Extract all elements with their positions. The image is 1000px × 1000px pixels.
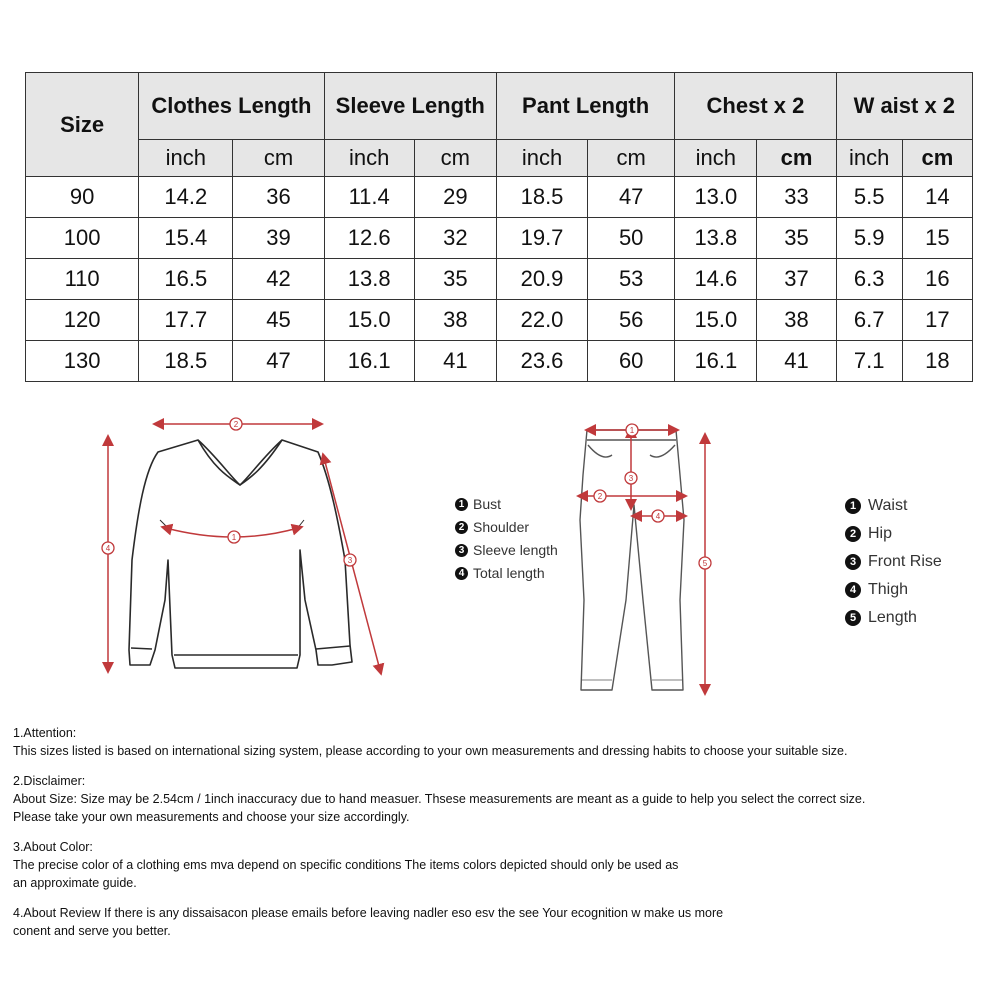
measurement-cell: 16.5 xyxy=(139,259,233,300)
measurement-cell: 29 xyxy=(414,177,496,218)
legend-item xyxy=(845,525,942,543)
measurement-cell: 13.8 xyxy=(324,259,414,300)
legend-number-badge: 2 xyxy=(845,526,861,542)
measurement-cell: 5.5 xyxy=(836,177,902,218)
notes-section xyxy=(13,724,988,952)
note-heading: 3.About Color: xyxy=(13,840,93,854)
measurement-cell: 50 xyxy=(588,218,675,259)
legend-label: Bust xyxy=(473,496,502,512)
measurement-cell: 15.0 xyxy=(324,300,414,341)
note-heading: 2.Disclaimer: xyxy=(13,774,86,788)
measurement-cell: 14.6 xyxy=(675,259,757,300)
marker-label: 3 xyxy=(628,474,634,483)
measurement-cell: 38 xyxy=(757,300,836,341)
marker-label: 3 xyxy=(347,556,353,565)
legend-label: Waist xyxy=(868,497,908,514)
marker-label: 1 xyxy=(231,533,237,542)
pant-measurement-legend xyxy=(845,497,942,637)
legend-number-badge: 2 xyxy=(455,521,468,534)
unit-header: cm xyxy=(233,140,324,177)
table-row xyxy=(26,177,973,218)
size-cell: 100 xyxy=(26,218,139,259)
note-heading: 1.Attention: xyxy=(13,726,77,740)
clothes-length-header: Clothes Length xyxy=(139,73,324,140)
measurement-cell: 15 xyxy=(902,218,972,259)
legend-number-badge: 3 xyxy=(845,554,861,570)
measurement-cell: 6.7 xyxy=(836,300,902,341)
legend-number-badge: 4 xyxy=(845,582,861,598)
top-measurement-legend xyxy=(455,496,558,588)
note-line: This sizes listed is based on international sizing system, please according to your own measurements and dressing habits to choose your suitable size. xyxy=(13,744,848,758)
waist-header: W aist x 2 xyxy=(836,73,972,140)
measurement-cell: 32 xyxy=(414,218,496,259)
measurement-cell: 23.6 xyxy=(496,341,587,382)
note-block xyxy=(13,838,988,892)
legend-number-badge: 1 xyxy=(455,498,468,511)
table-row xyxy=(26,218,973,259)
table-row xyxy=(26,300,973,341)
measurement-cell: 15.4 xyxy=(139,218,233,259)
table-unit-header-row xyxy=(26,140,973,177)
table-group-header-row xyxy=(26,73,973,140)
legend-item xyxy=(845,581,942,599)
unit-header: cm xyxy=(902,140,972,177)
pant-length-header: Pant Length xyxy=(496,73,674,140)
legend-label: Sleeve length xyxy=(473,542,558,558)
table-row xyxy=(26,259,973,300)
unit-header: cm xyxy=(757,140,836,177)
measurement-cell: 13.0 xyxy=(675,177,757,218)
marker-label: 2 xyxy=(597,492,603,501)
measurement-cell: 18 xyxy=(902,341,972,382)
note-block xyxy=(13,724,988,760)
note-block xyxy=(13,904,988,940)
legend-label: Thigh xyxy=(868,581,909,598)
legend-label: Total length xyxy=(473,565,545,581)
measurement-cell: 14 xyxy=(902,177,972,218)
pants-outline xyxy=(580,430,684,690)
size-chart-table xyxy=(25,72,973,382)
size-cell: 120 xyxy=(26,300,139,341)
measurement-cell: 42 xyxy=(233,259,324,300)
measurement-cell: 41 xyxy=(414,341,496,382)
unit-header: inch xyxy=(324,140,414,177)
legend-item xyxy=(455,496,558,512)
unit-header: inch xyxy=(139,140,233,177)
note-line: 4.About Review If there is any dissaisacon please emails before leaving nadler eso esv the see Your ecognition w make us more xyxy=(13,906,724,920)
legend-number-badge: 4 xyxy=(455,567,468,580)
marker-label: 4 xyxy=(105,544,111,553)
size-column-header: Size xyxy=(26,73,139,177)
legend-item xyxy=(455,542,558,558)
sweater-outline xyxy=(129,440,352,668)
marker-label: 1 xyxy=(629,426,635,435)
measurement-cell: 35 xyxy=(414,259,496,300)
legend-label: Shoulder xyxy=(473,519,530,535)
legend-number-badge: 1 xyxy=(845,498,861,514)
note-line: conent and serve you better. xyxy=(13,924,171,938)
measurement-cell: 11.4 xyxy=(324,177,414,218)
measurement-cell: 45 xyxy=(233,300,324,341)
measurement-cell: 47 xyxy=(233,341,324,382)
note-line: Please take your own measurements and choose your size accordingly. xyxy=(13,810,410,824)
measurement-cell: 16.1 xyxy=(324,341,414,382)
measurement-cell: 16.1 xyxy=(675,341,757,382)
marker-label: 5 xyxy=(702,559,708,568)
legend-label: Hip xyxy=(868,525,893,542)
measurement-cell: 16 xyxy=(902,259,972,300)
measurement-cell: 53 xyxy=(588,259,675,300)
measurement-cell: 56 xyxy=(588,300,675,341)
measurement-cell: 22.0 xyxy=(496,300,587,341)
legend-label: Length xyxy=(868,609,917,626)
marker-label: 2 xyxy=(233,420,239,429)
legend-number-badge: 3 xyxy=(455,544,468,557)
measurement-cell: 33 xyxy=(757,177,836,218)
measurement-cell: 18.5 xyxy=(496,177,587,218)
note-line: The precise color of a clothing ems mva depend on specific conditions The items colors depicted should only be used as xyxy=(13,858,679,872)
note-line: About Size: Size may be 2.54cm / 1inch inaccuracy due to hand measuer. Thsese measurements are meant as a guide to help you select the correct size. xyxy=(13,792,866,806)
measurement-cell: 5.9 xyxy=(836,218,902,259)
legend-item xyxy=(845,553,942,571)
unit-header: inch xyxy=(496,140,587,177)
note-line: an approximate guide. xyxy=(13,876,137,890)
legend-item xyxy=(455,565,558,581)
marker-label: 4 xyxy=(655,512,661,521)
size-cell: 110 xyxy=(26,259,139,300)
measurement-cell: 41 xyxy=(757,341,836,382)
legend-label: Front Rise xyxy=(868,553,942,570)
legend-item xyxy=(845,497,942,515)
legend-number-badge: 5 xyxy=(845,610,861,626)
unit-header: inch xyxy=(836,140,902,177)
table-row xyxy=(26,341,973,382)
measurement-cell: 19.7 xyxy=(496,218,587,259)
measurement-cell: 7.1 xyxy=(836,341,902,382)
measurement-cell: 60 xyxy=(588,341,675,382)
measurement-cell: 12.6 xyxy=(324,218,414,259)
unit-header: cm xyxy=(588,140,675,177)
measurement-cell: 6.3 xyxy=(836,259,902,300)
measurement-cell: 17 xyxy=(902,300,972,341)
chest-header: Chest x 2 xyxy=(675,73,836,140)
measurement-cell: 37 xyxy=(757,259,836,300)
table-body xyxy=(26,177,973,382)
measurement-cell: 47 xyxy=(588,177,675,218)
measurement-cell: 39 xyxy=(233,218,324,259)
measurement-cell: 14.2 xyxy=(139,177,233,218)
size-cell: 130 xyxy=(26,341,139,382)
measurement-cell: 17.7 xyxy=(139,300,233,341)
measurement-cell: 15.0 xyxy=(675,300,757,341)
measurement-cell: 18.5 xyxy=(139,341,233,382)
size-cell: 90 xyxy=(26,177,139,218)
note-block xyxy=(13,772,988,826)
measurement-cell: 13.8 xyxy=(675,218,757,259)
unit-header: inch xyxy=(675,140,757,177)
measurement-cell: 20.9 xyxy=(496,259,587,300)
legend-item xyxy=(845,609,942,627)
measurement-cell: 38 xyxy=(414,300,496,341)
legend-item xyxy=(455,519,558,535)
measurement-cell: 36 xyxy=(233,177,324,218)
sleeve-length-header: Sleeve Length xyxy=(324,73,496,140)
unit-header: cm xyxy=(414,140,496,177)
measurement-cell: 35 xyxy=(757,218,836,259)
